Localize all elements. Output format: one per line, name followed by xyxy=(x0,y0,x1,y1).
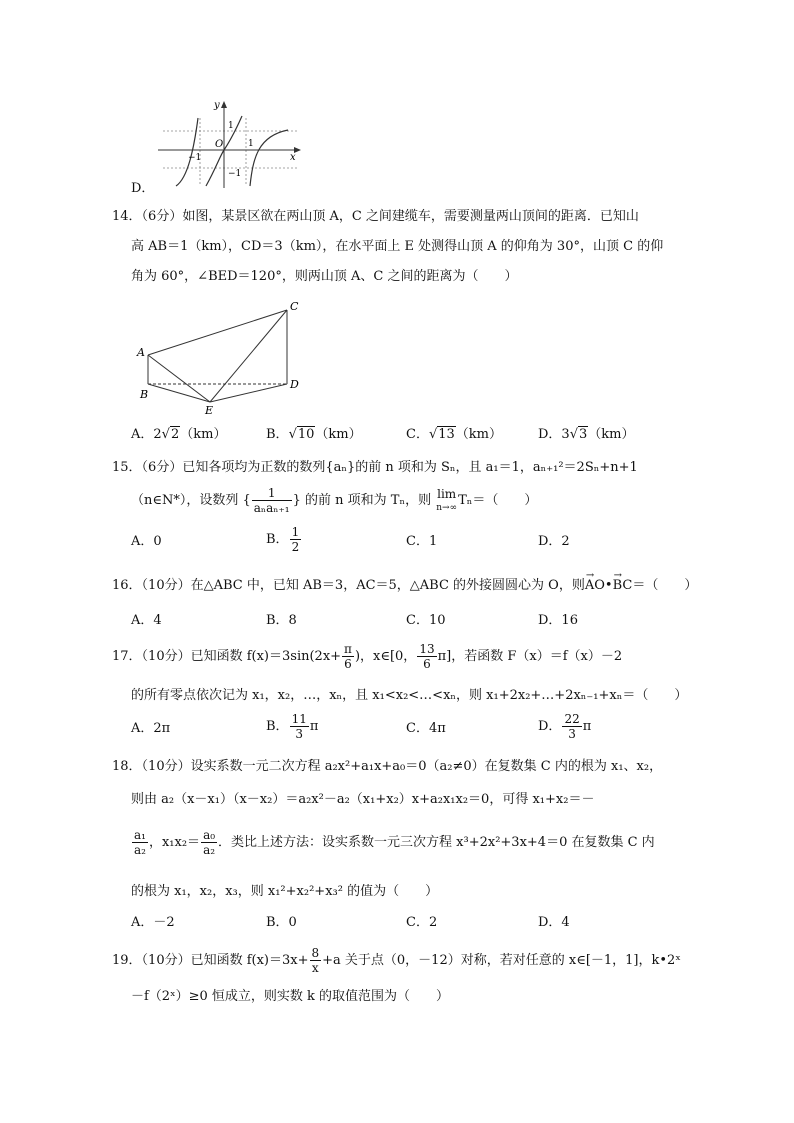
q18-line-2: 则由 a₂（x－x₁）（x－x₂）＝a₂x²－a₂（x₁+x₂）x+a₂x₁x₂＝0，可得 x₁+x₂＝－ xyxy=(131,792,595,807)
q16-option-c: C．10 xyxy=(406,613,446,628)
q14-line-1: 14．（6分）如图，某景区欲在两山顶 A，C 之间建缆车，需要测量两山顶间的距离．已知山 xyxy=(112,209,639,224)
fig-label-c: C xyxy=(290,300,299,313)
q18-line-3: $\frac{\text{a₁}}{\text{a₂}}$ ，x₁x₂＝ $\frac{\text{a₀}}{\text{a₂}}$ ．类比上述方法：设实系数一元三次方程 x³+2x²+3x+4＝0 在复数集 C 内 xyxy=(134,828,655,857)
q15-option-c: C．1 xyxy=(406,534,438,549)
q18-option-a: A．－2 xyxy=(131,915,175,930)
q15-line-2: （n∈N*），设数列 { $\frac{1}{\text{aₙaₙ₊₁}}$ } 的前 n 项和为 Tₙ，则 lim n→∞ Tₙ＝（ ） xyxy=(131,486,538,515)
graph-origin: O xyxy=(215,139,224,150)
q14-option-a: A．2√2（km） xyxy=(131,427,227,442)
q15-option-d: D．2 xyxy=(538,534,570,549)
q18-line-1: 18．（10分）设实系数一元二次方程 a₂x²+a₁x+a₀＝0（a₂≠0）在复数集 C 内的根为 x₁、x₂， xyxy=(112,759,663,774)
q14-figure xyxy=(132,298,312,418)
q16-line-1: 16．（10分）在△ABC 中，已知 AB＝3，AC＝5，△ABC 的外接圆圆心为 O，则→ AO•→ BC＝（ ） xyxy=(112,577,697,595)
graph-neg-one-y: −1 xyxy=(228,169,242,179)
q17-line-2: 的所有零点依次记为 x₁，x₂，…，xₙ，且 x₁<x₂<…<xₙ，则 x₁+2x₂+…+2xₙ₋₁+xₙ＝（ ） xyxy=(131,688,688,703)
q16-option-d: D．16 xyxy=(538,613,578,628)
graph-neg-one-x: −1 xyxy=(188,153,202,163)
q18-line-4: 的根为 x₁，x₂，x₃，则 x₁²+x₂²+x₃² 的值为（ ） xyxy=(131,884,439,899)
q19-line-2: －f（2ˣ）≥0 恒成立，则实数 k 的取值范围为（ ） xyxy=(131,989,450,1004)
q15-option-a: A．0 xyxy=(131,534,162,549)
q14-option-c: C．√13（km） xyxy=(406,427,503,442)
q14-line-3: 角为 60°，∠BED＝120°，则两山顶 A、C 之间的距离为（ ） xyxy=(131,269,518,284)
q16-option-a: A．4 xyxy=(131,613,162,628)
q13-option-d: D． xyxy=(131,181,155,196)
q17-option-b: B． $\frac{11}{3}$ π xyxy=(266,712,319,741)
graph-one-y: 1 xyxy=(228,121,234,131)
q14-option-b: B．√10（km） xyxy=(266,427,362,442)
graph-y-label: y xyxy=(214,100,220,111)
q14-option-d: D．3√3（km） xyxy=(538,427,635,442)
q17-option-d: D． $\frac{22}{3}$ π xyxy=(538,712,592,741)
fig-label-b: B xyxy=(140,388,149,401)
q18-option-b: B．0 xyxy=(266,915,297,930)
q13-function-graph xyxy=(158,98,308,190)
graph-x-label: x xyxy=(290,152,296,163)
q16-option-b: B．8 xyxy=(266,613,297,628)
q18-option-c: C．2 xyxy=(406,915,438,930)
fig-label-a: A xyxy=(137,346,145,359)
q17-option-c: C．4π xyxy=(406,721,446,736)
q19-line-1: 19．（10分）已知函数 f(x)＝3x+ $\frac{8}{x}$ +a 关于点（0，－12）对称，若对任意的 x∈[－1，1]，k•2ˣ xyxy=(112,946,681,975)
fig-label-e: E xyxy=(205,404,214,417)
q15-line-1: 15．（6分）已知各项均为正数的数列{aₙ}的前 n 项和为 Sₙ，且 a₁＝1，aₙ₊₁²＝2Sₙ+n+1 xyxy=(112,460,638,475)
q17-line-1: 17．（10分）已知函数 f(x)＝3sin(2x+ $\frac{\pi}{6}$ )，x∈[0， $\frac{13}{6}$ π]，若函数 F（x）＝f（x）－2 xyxy=(112,642,623,671)
graph-one-x: 1 xyxy=(248,139,254,149)
q18-option-d: D．4 xyxy=(538,915,570,930)
q14-line-2: 高 AB＝1（km），CD＝3（km），在水平面上 E 处测得山顶 A 的仰角为 30°，山顶 C 的仰 xyxy=(131,239,664,254)
q17-option-a: A．2π xyxy=(131,721,171,736)
q15-option-b: B． $\frac{1}{2}$ xyxy=(266,525,300,554)
fig-label-d: D xyxy=(290,378,299,391)
